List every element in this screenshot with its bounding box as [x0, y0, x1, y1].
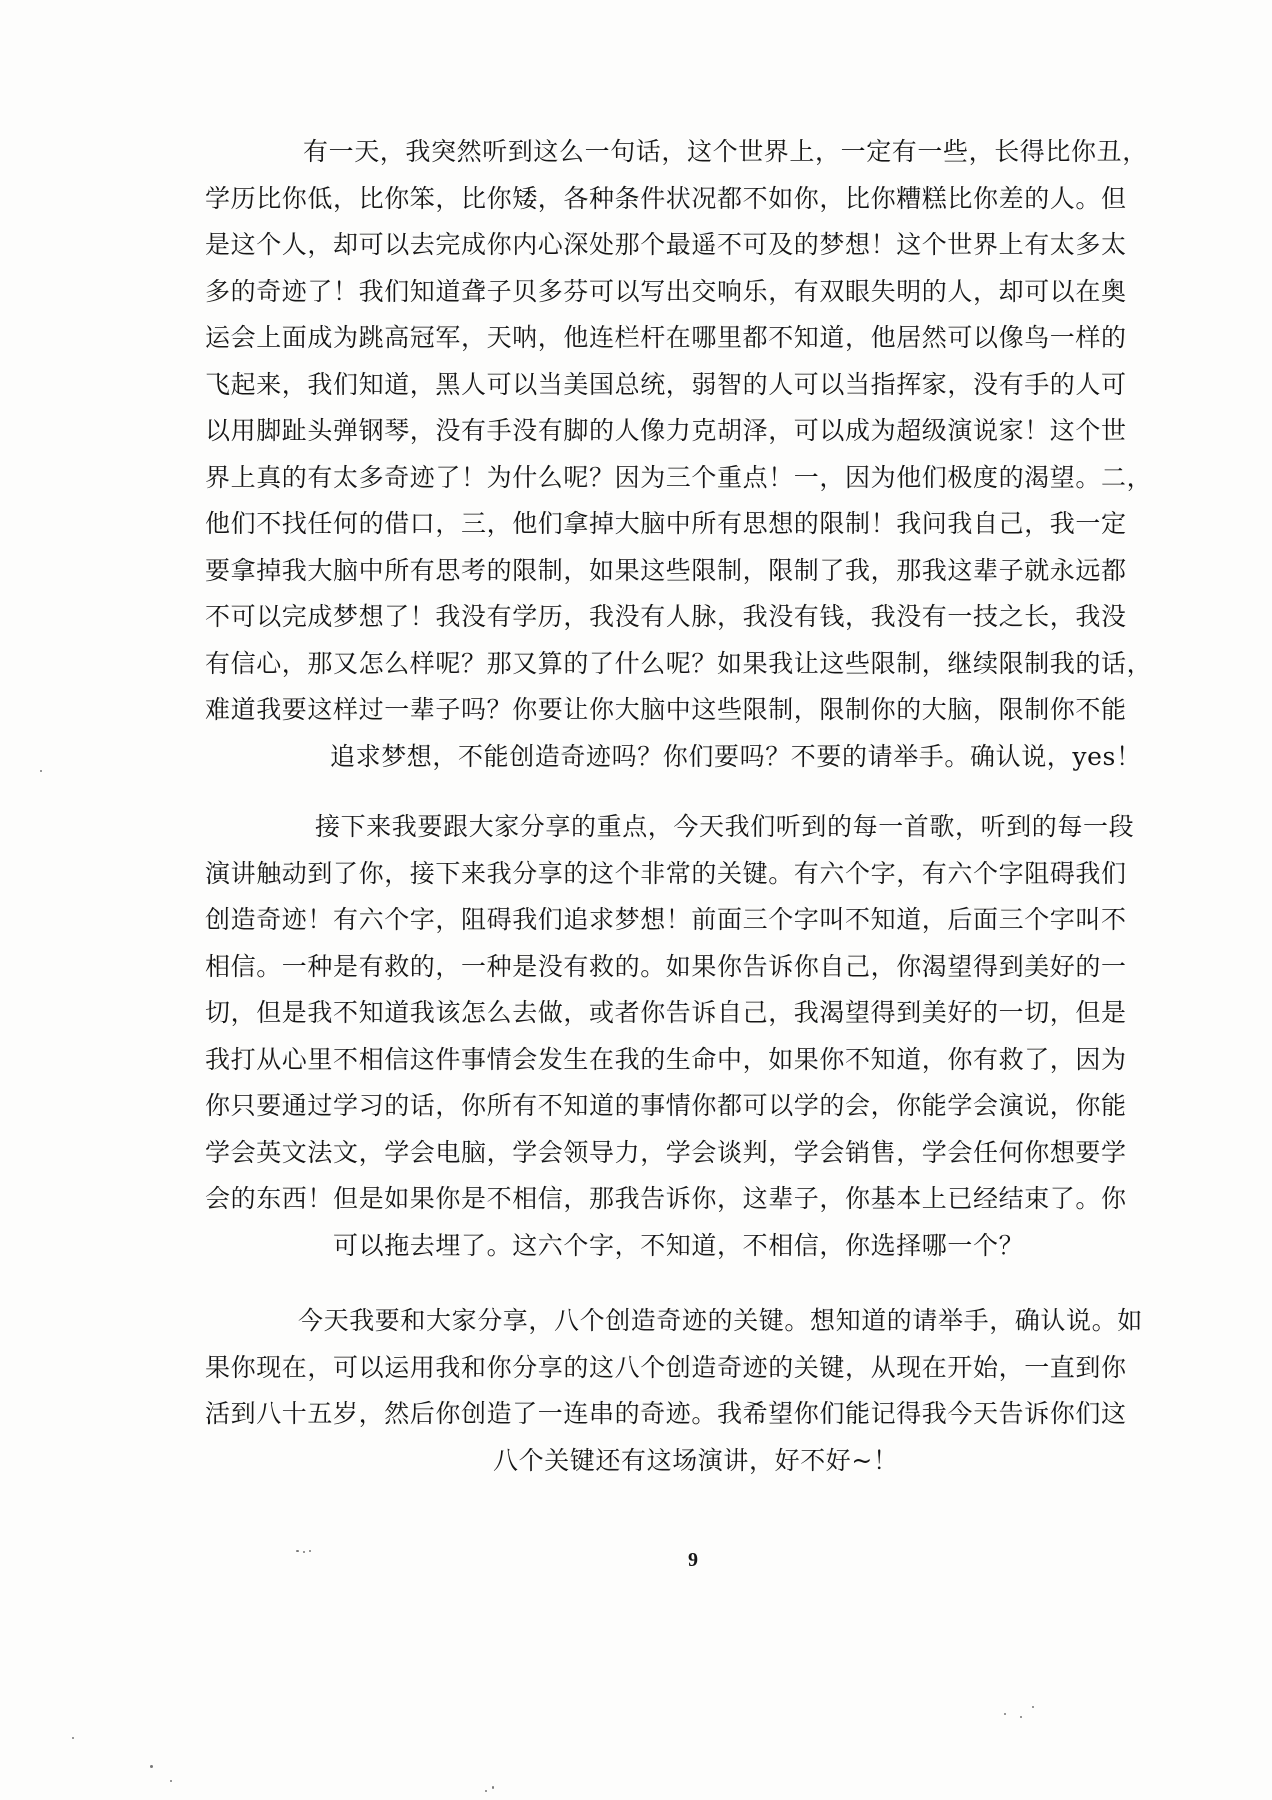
paragraph-line: 学历比你低，比你笨，比你矮，各种条件状况都不如你，比你糟糕比你差的人。但 — [205, 183, 1127, 213]
paragraph-line: 活到八十五岁，然后你创造了一连串的奇迹。我希望你们能记得我今天告诉你们这 — [205, 1399, 1127, 1428]
scan-speck — [40, 770, 42, 772]
scan-speck — [485, 1790, 487, 1792]
scan-speck — [1004, 1713, 1006, 1715]
scan-speck — [296, 1550, 299, 1552]
paragraph-line: 创造奇迹！有六个字，阻碍我们追求梦想！前面三个字叫不知道，后面三个字叫不 — [205, 905, 1127, 934]
paragraph-line: 今天我要和大家分享，八个创造奇迹的关键。想知道的请举手，确认说。如 — [298, 1306, 1143, 1335]
paragraph-line: 运会上面成为跳高冠军，天呐，他连栏杆在哪里都不知道，他居然可以像鸟一样的 — [205, 323, 1127, 352]
paragraph-line: 以用脚趾头弹钢琴，没有手没有脚的人像力克胡泽，可以成为超级演说家！这个世 — [205, 416, 1127, 445]
paragraph-line: 切，但是我不知道我该怎么去做，或者你告诉自己，我渴望得到美好的一切，但是 — [205, 998, 1127, 1027]
paragraph-3 — [205, 1298, 1175, 1484]
paragraph-line: 他们不找任何的借口，三，他们拿掉大脑中所有思想的限制！我问我自己，我一定 — [205, 509, 1127, 538]
paragraph-line: 可以拖去埋了。这六个字，不知道，不相信，你选择哪一个？ — [333, 1230, 1025, 1260]
scan-speck — [170, 1780, 172, 1782]
paragraph-line: 多的奇迹了！我们知道聋子贝多芬可以写出交响乐，有双眼失明的人，却可以在奥 — [205, 276, 1127, 306]
scan-speck — [303, 1551, 305, 1553]
scan-speck — [72, 1737, 74, 1739]
paragraph-line: 要拿掉我大脑中所有思考的限制，如果这些限制，限制了我，那我这辈子就永远都 — [205, 555, 1127, 585]
scan-speck — [492, 1786, 494, 1789]
scan-speck — [309, 1550, 311, 1552]
paragraph-line: 演讲触动到了你，接下来我分享的这个非常的关键。有六个字，有六个字阻碍我们 — [205, 858, 1127, 888]
paragraph-line: 难道我要这样过一辈子吗？你要让你大脑中这些限制，限制你的大脑，限制你不能 — [205, 695, 1127, 724]
paragraph-line: 你只要通过学习的话，你所有不知道的事情你都可以学的会，你能学会演说，你能 — [205, 1091, 1127, 1120]
paragraph-line: 相信。一种是有救的，一种是没有救的。如果你告诉你自己，你渴望得到美好的一 — [205, 951, 1127, 981]
paragraph-line: 接下来我要跟大家分享的重点，今天我们听到的每一首歌，听到的每一段 — [315, 812, 1135, 841]
paragraph-line: 是这个人，却可以去完成你内心深处那个最遥不可及的梦想！这个世界上有太多太 — [205, 230, 1127, 259]
paragraph-line: 追求梦想，不能创造奇迹吗？你们要吗？不要的请举手。确认说，yes！ — [330, 741, 1142, 771]
paragraph-line: 学会英文法文，学会电脑，学会领导力，学会谈判，学会销售，学会任何你想要学 — [205, 1137, 1127, 1167]
paragraph-line: 有信心，那又怎么样呢？那又算的了什么呢？如果我让这些限制，继续限制我的话， — [205, 648, 1153, 678]
scan-speck — [1032, 1706, 1034, 1708]
scan-speck — [150, 1765, 153, 1768]
paragraph-line: 飞起来，我们知道，黑人可以当美国总统，弱智的人可以当指挥家，没有手的人可 — [205, 369, 1127, 399]
scan-speck — [1020, 1716, 1022, 1718]
paragraph-line: 不可以完成梦想了！我没有学历，我没有人脉，我没有钱，我没有一技之长，我没 — [205, 602, 1127, 631]
paragraph-line: 果你现在，可以运用我和你分享的这八个创造奇迹的关键，从现在开始，一直到你 — [205, 1352, 1127, 1382]
paragraph-2 — [205, 804, 1175, 1269]
paragraph-1 — [205, 129, 1175, 780]
paragraph-line: 有一天，我突然听到这么一句话，这个世界上，一定有一些，长得比你丑， — [303, 137, 1148, 166]
paragraph-line: 我打从心里不相信这件事情会发生在我的生命中，如果你不知道，你有救了，因为 — [205, 1044, 1127, 1074]
page-number: 9 — [688, 1549, 698, 1571]
paragraph-line: 会的东西！但是如果你是不相信，那我告诉你，这辈子，你基本上已经结束了。你 — [205, 1184, 1127, 1213]
paragraph-line: 八个关键还有这场演讲，好不好~！ — [493, 1445, 899, 1475]
paragraph-line: 界上真的有太多奇迹了！为什么呢？因为三个重点！一，因为他们极度的渴望。二， — [205, 462, 1153, 492]
